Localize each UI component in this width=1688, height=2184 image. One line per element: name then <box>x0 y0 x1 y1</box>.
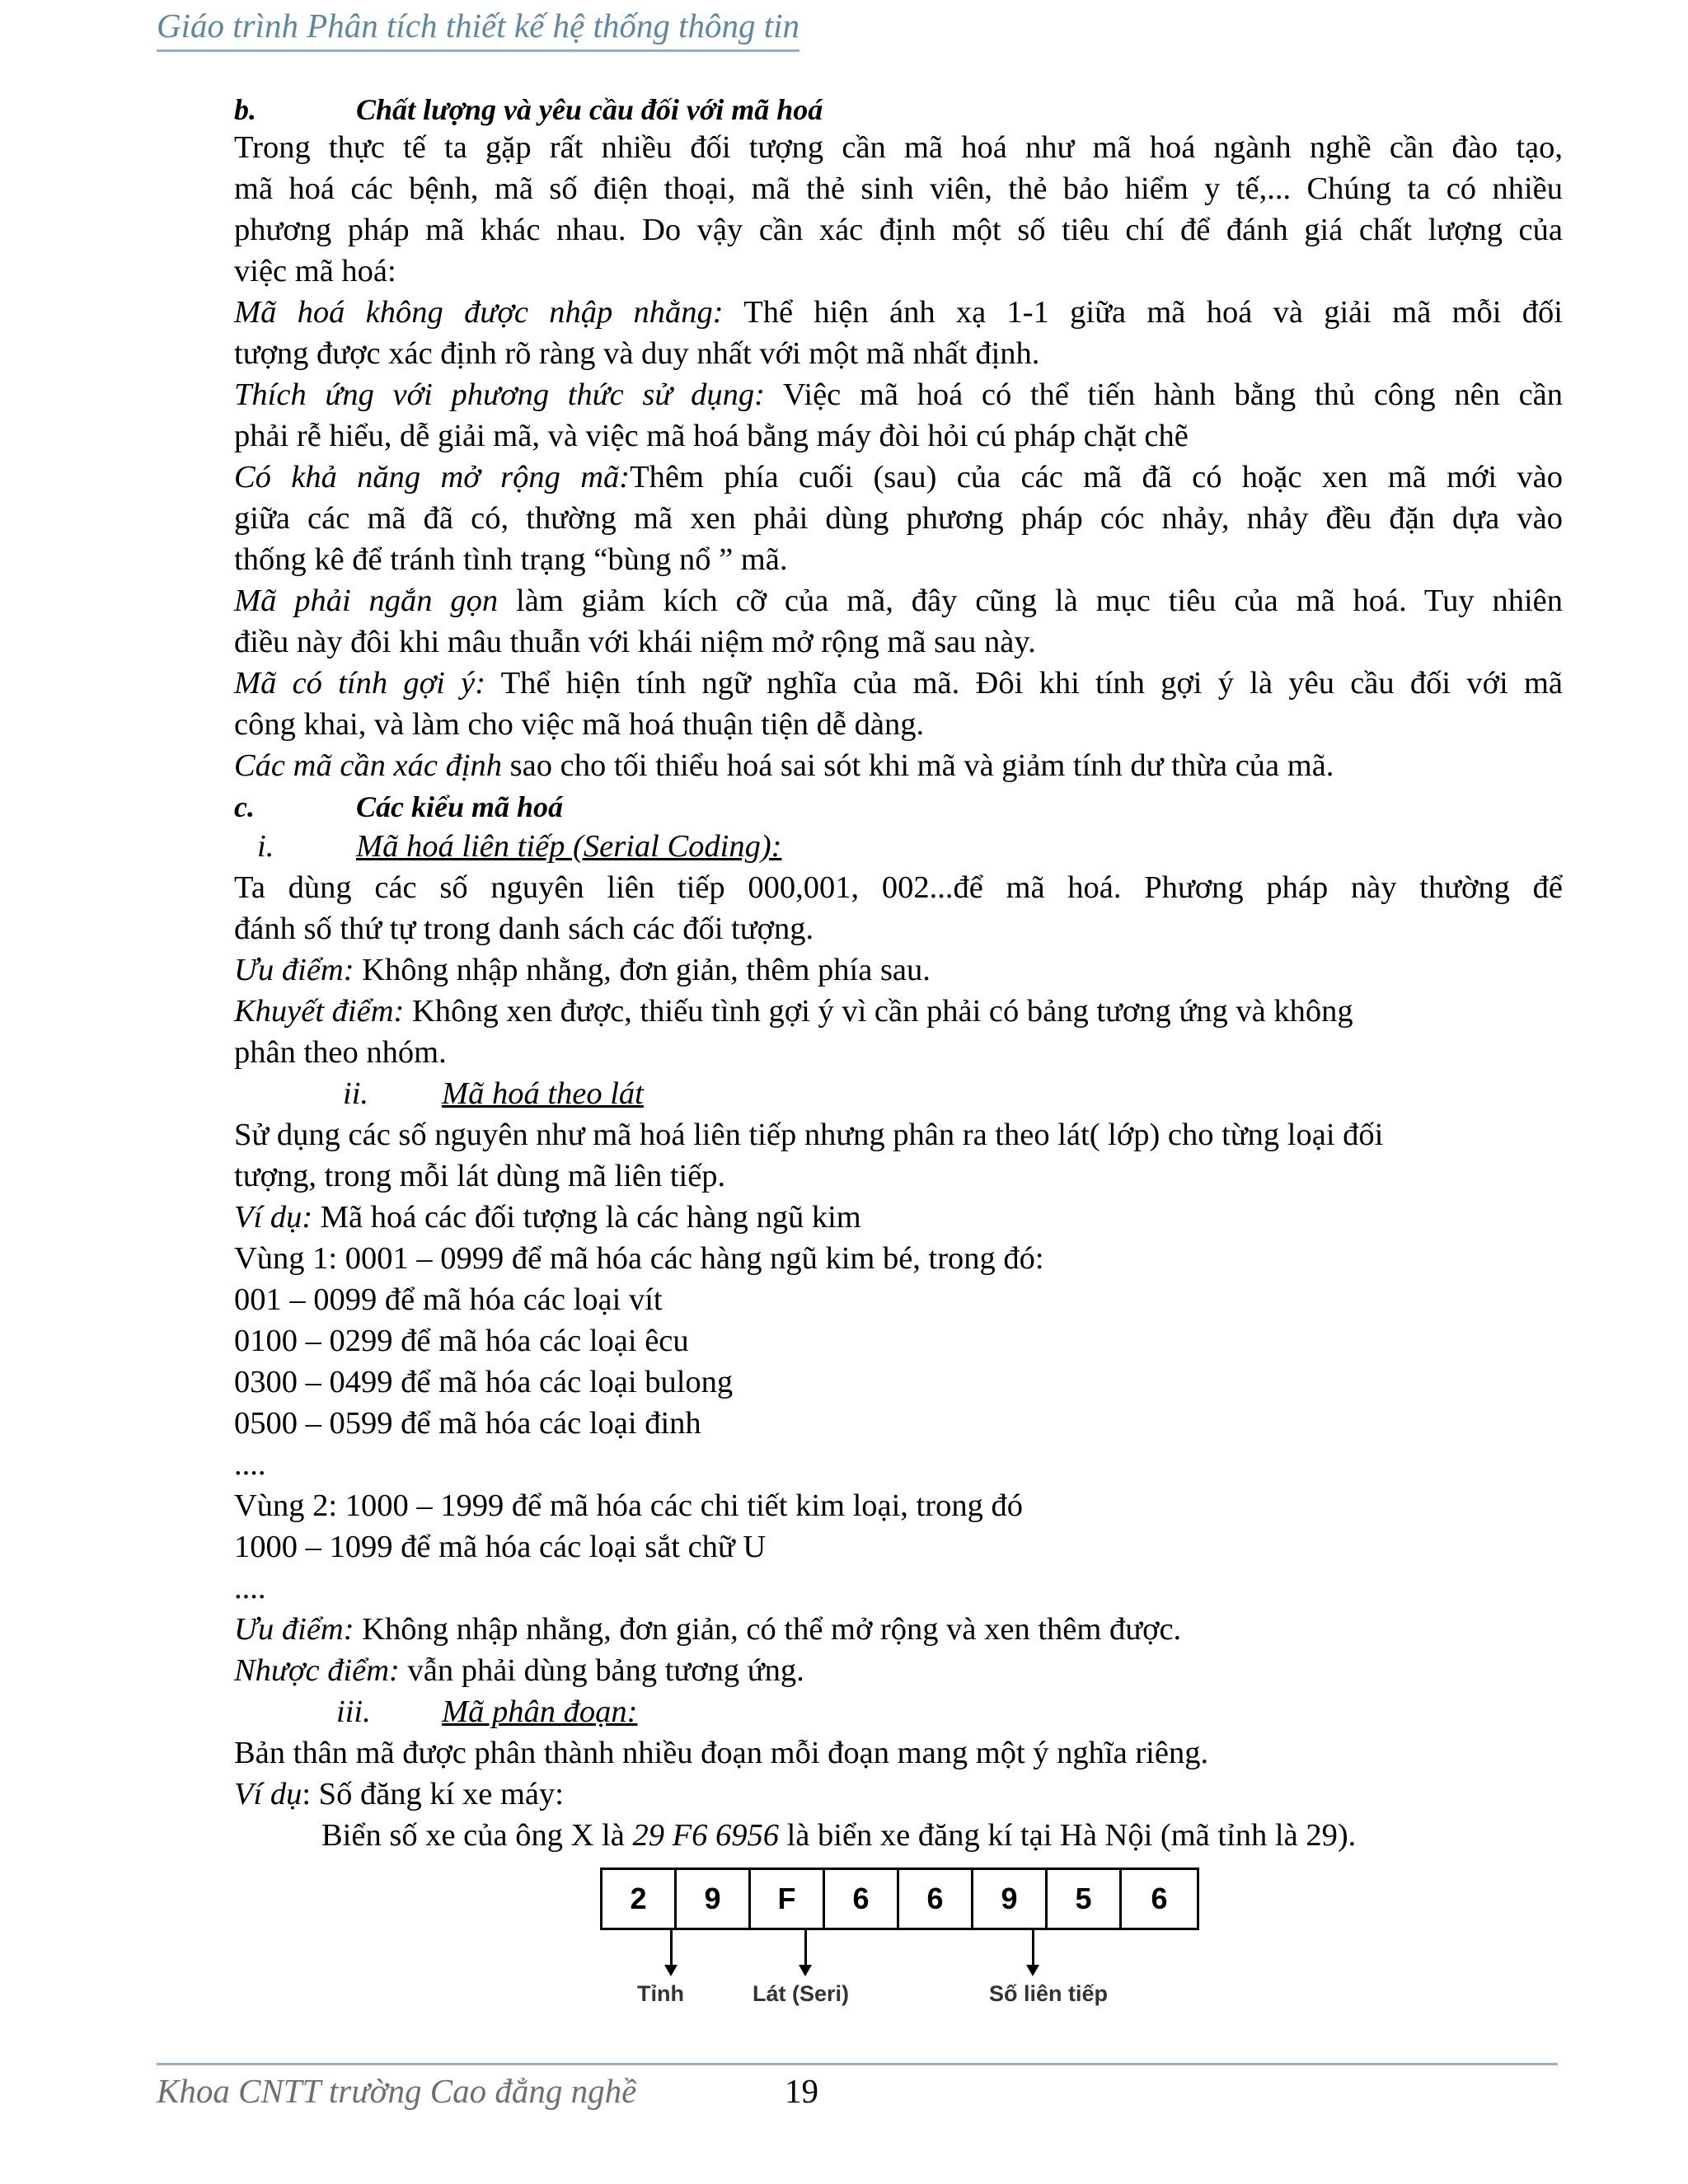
section-b-label: b. <box>234 93 256 126</box>
plate-sentence <box>321 1816 1356 1854</box>
arrow-down-icon <box>1032 1930 1034 1966</box>
disadvantage-line <box>234 1652 804 1690</box>
criterion-term: Mã hoá không được nhập nhằng: <box>234 295 724 330</box>
paragraph-line: phải rễ hiểu, dễ giải mã, và việc mã hoá bằng máy đòi hỏi cú pháp chặt chẽ <box>234 419 1189 453</box>
subsection-iii-heading <box>336 1693 637 1731</box>
criterion-text: làm giảm kích cỡ của mã, đây cũng là mục tiêu của mã hoá. Tuy nhiên <box>498 583 1563 618</box>
section-c-heading <box>234 788 563 826</box>
criterion-5 <box>234 664 1563 702</box>
paragraph-line: Trong thực tế ta gặp rất nhiều đối tượng cần mã hoá như mã hoá ngành nghề cần đào tạo, <box>234 130 1563 165</box>
paragraph-line: đánh số thứ tự trong danh sách các đối tượng. <box>234 912 814 946</box>
paragraph-line: thống kê để tránh tình trạng “bùng nổ ” mã. <box>234 542 788 577</box>
example-term: Ví dụ <box>234 1777 302 1811</box>
list-item: 0500 – 0599 để mã hóa các loại đinh <box>234 1406 701 1441</box>
plate-label-province: Tỉnh <box>637 1981 684 2006</box>
section-b-title: Chất lượng và yêu cầu đối với mã hoá <box>356 93 823 126</box>
criterion-text: Thêm phía cuối (sau) của các mã đã có hoặc xen mã mới vào <box>630 460 1564 494</box>
paragraph-line: công khai, và làm cho việc mã hoá thuận tiện dễ dàng. <box>234 707 925 742</box>
plate-cell: 6 <box>899 1870 973 1928</box>
example-text: : Số đăng kí xe máy: <box>302 1777 564 1811</box>
subsection-label: i. <box>257 829 274 864</box>
example-term: Ví dụ: <box>234 1200 313 1235</box>
criterion-4 <box>234 582 1563 620</box>
criterion-1 <box>234 293 1563 331</box>
disadvantage-text: Không xen được, thiếu tình gợi ý vì cần phải có bảng tương ứng và không <box>404 994 1353 1029</box>
plate-cell: 9 <box>677 1870 751 1928</box>
criterion-3 <box>234 458 1563 496</box>
subsection-label: iii. <box>336 1694 371 1729</box>
page-number: 19 <box>785 2072 818 2110</box>
paragraph-line: điều này đôi khi mâu thuẫn với khái niệm mở rộng mã sau này. <box>234 625 1036 659</box>
criterion-term: Các mã cần xác định <box>234 748 503 783</box>
list-item: 0100 – 0299 để mã hóa các loại êcu <box>234 1324 689 1358</box>
subsection-label: ii. <box>343 1076 369 1111</box>
criterion-term: Có khả năng mở rộng mã: <box>234 460 631 494</box>
example-line <box>234 1198 861 1236</box>
section-b-heading <box>234 91 823 129</box>
plate-cells <box>600 1868 1199 1930</box>
paragraph-line: mã hoá các bệnh, mã số điện thoại, mã thẻ sinh viên, thẻ bảo hiểm y tế,... Chúng ta có nhiều <box>234 171 1563 206</box>
criterion-term: Thích ứng với phương thức sử dụng: <box>234 377 765 412</box>
criterion-6 <box>234 747 1334 785</box>
criterion-text: Việc mã hoá có thể tiến hành bằng thủ công nên cần <box>764 377 1563 412</box>
subsection-ii-heading <box>343 1075 644 1113</box>
footer-text: Khoa CNTT trường Cao đẳng nghề <box>157 2072 637 2110</box>
criterion-text: Thể hiện ánh xạ 1-1 giữa mã hoá và giải mã mỗi đối <box>723 295 1563 330</box>
paragraph-line: Sử dụng các số nguyên như mã hoá liên tiếp nhưng phân ra theo lát( lớp) cho từng loại đối <box>234 1118 1384 1152</box>
page-header: Giáo trình Phân tích thiết kế hệ thống thông tin <box>157 3 799 52</box>
example-text: Mã hoá các đối tượng là các hàng ngũ kim <box>312 1200 861 1235</box>
criterion-text: Thể hiện tính ngữ nghĩa của mã. Đôi khi tính gợi ý là yêu cầu đối với mã <box>485 666 1563 701</box>
advantage-term: Ưu điểm: <box>234 953 354 987</box>
paragraph-line: tượng, trong mỗi lát dùng mã liên tiếp. <box>234 1159 726 1193</box>
subsection-title: Mã hoá theo lát <box>442 1076 644 1111</box>
subsection-title: Mã hoá liên tiếp (Serial Coding): <box>356 829 782 864</box>
subsection-title: Mã phân đoạn: <box>442 1694 638 1729</box>
paragraph-line: phương pháp mã khác nhau. Do vậy cần xác định một số tiêu chí để đánh giá chất lượng của <box>234 213 1563 247</box>
arrow-down-icon <box>804 1930 807 1966</box>
list-item: 0300 – 0499 để mã hóa các loại bulong <box>234 1365 734 1399</box>
advantage-term: Ưu điểm: <box>234 1612 354 1647</box>
paragraph-line: Bản thân mã được phân thành nhiều đoạn mỗi đoạn mang một ý nghĩa riêng. <box>234 1736 1209 1770</box>
criterion-term: Mã phải ngắn gọn <box>234 583 499 618</box>
plate-diagram <box>600 1868 1223 2016</box>
criterion-term: Mã có tính gợi ý: <box>234 666 486 701</box>
paragraph-line: tượng được xác định rõ ràng và duy nhất với một mã nhất định. <box>234 336 1040 371</box>
plate-cell: 6 <box>1151 1882 1168 1915</box>
disadvantage-text: vẫn phải dùng bảng tương ứng. <box>399 1653 804 1688</box>
list-item: 1000 – 1099 để mã hóa các loại sắt chữ U <box>234 1530 767 1564</box>
paragraph-line: việc mã hoá: <box>234 254 396 288</box>
plate-cell: 2 <box>603 1870 677 1928</box>
list-item: .... <box>234 1447 266 1482</box>
advantage-line <box>234 951 931 989</box>
disadvantage-term: Nhược điểm: <box>234 1653 400 1688</box>
paragraph-line: phân theo nhóm. <box>234 1035 447 1070</box>
criterion-2 <box>234 376 1563 414</box>
paragraph-line: Ta dùng các số nguyên liên tiếp 000,001, 002...để mã hoá. Phương pháp này thường để <box>234 870 1563 905</box>
advantage-text: Không nhập nhằng, đơn giản, có thể mở rộng và xen thêm được. <box>354 1612 1182 1647</box>
advantage-text: Không nhập nhằng, đơn giản, thêm phía sau. <box>354 953 931 987</box>
plate-label-serial: Số liên tiếp <box>989 1981 1109 2006</box>
arrow-down-icon <box>670 1930 673 1966</box>
paragraph-line: giữa các mã đã có, thường mã xen phải dùng phương pháp cóc nhảy, nhảy đều đặn dựa vào <box>234 501 1563 536</box>
plate-label-series: Lát (Seri) <box>753 1981 850 2006</box>
plate-cell: 6 <box>825 1870 899 1928</box>
disadvantage-term: Khuyết điểm: <box>234 994 405 1029</box>
subsection-i-heading <box>257 827 781 865</box>
section-c-label: c. <box>234 790 255 823</box>
plate-text: là biển xe đăng kí tại Hà Nội (mã tỉnh là 29). <box>778 1818 1357 1853</box>
criterion-text: sao cho tối thiểu hoá sai sót khi mã và giảm tính dư thừa của mã. <box>502 748 1334 783</box>
plate-cell: F <box>751 1870 825 1928</box>
plate-cell: 9 <box>973 1870 1048 1928</box>
list-item: .... <box>234 1571 266 1605</box>
advantage-line <box>234 1610 1181 1648</box>
footer-divider <box>157 2063 1558 2065</box>
plate-cell: 5 <box>1048 1870 1122 1928</box>
disadvantage-line <box>234 992 1353 1030</box>
list-item: Vùng 2: 1000 – 1999 để mã hóa các chi tiết kim loại, trong đó <box>234 1488 1023 1523</box>
example-line <box>234 1775 564 1813</box>
list-item: Vùng 1: 0001 – 0999 để mã hóa các hàng ngũ kim bé, trong đó: <box>234 1241 1044 1276</box>
list-item: 001 – 0099 để mã hóa các loại vít <box>234 1282 663 1317</box>
plate-text: Biển số xe của ông X là <box>321 1818 633 1853</box>
section-c-title: Các kiểu mã hoá <box>356 790 564 823</box>
plate-number: 29 F6 6956 <box>632 1818 779 1853</box>
